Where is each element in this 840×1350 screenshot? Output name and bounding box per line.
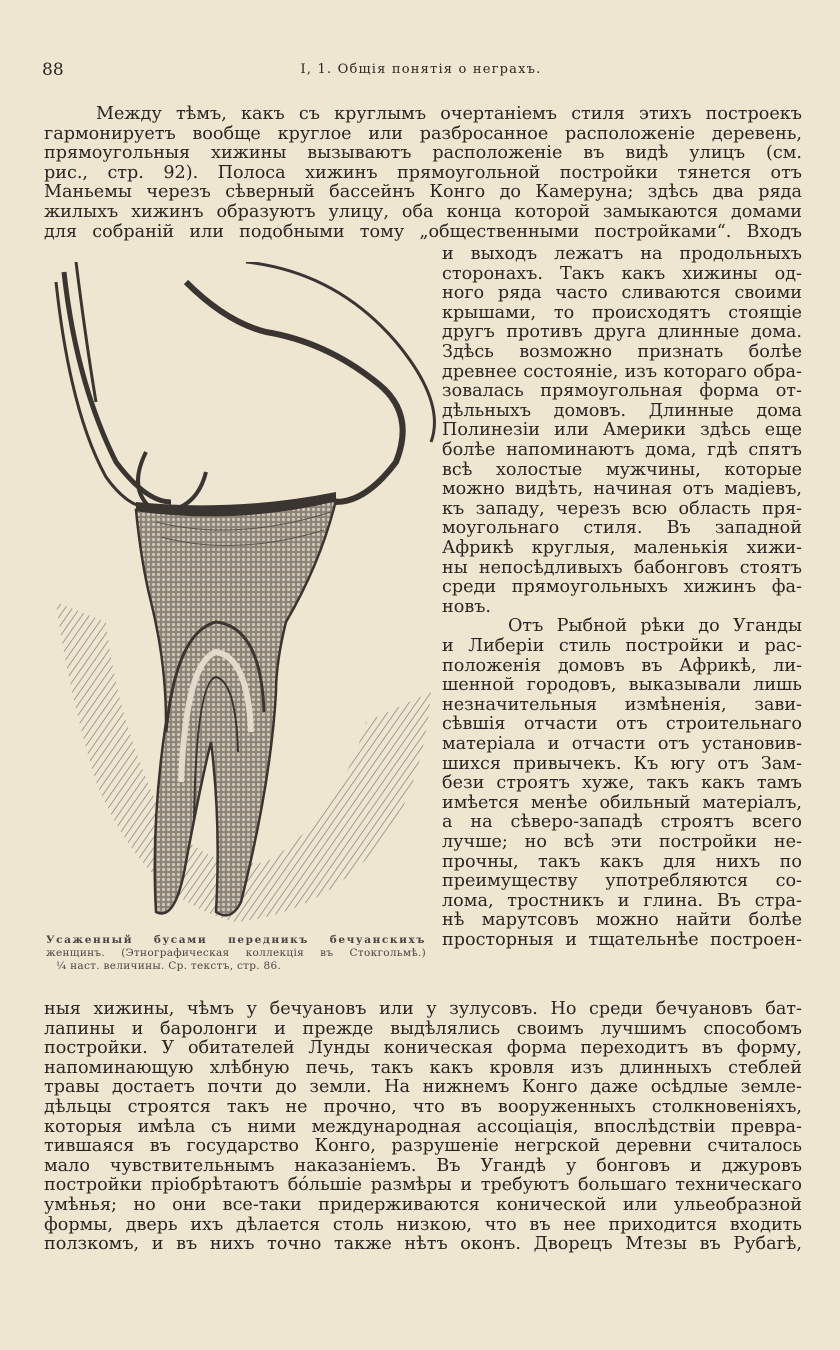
text-line: крышами, то происходятъ стоящіе — [442, 302, 802, 323]
beaded-apron-illustration — [36, 262, 436, 930]
text-line: можно видѣть, начиная отъ мадіевъ, — [442, 479, 802, 500]
text-line: моугольнаго стиля. Въ западной — [442, 518, 802, 539]
text-line: Африкѣ круглыя, маленькія хижи- — [442, 538, 802, 558]
text-line: и выходъ лежатъ на продольныхъ — [442, 244, 802, 264]
text-line: Здѣсь возможно признать болѣе — [442, 342, 802, 362]
text-line: рис., стр. 92). Полоса хижинъ прямоугольной постройки тянется отъ — [44, 162, 802, 183]
text-line: просторныя и тщательнѣе построен- — [442, 930, 802, 950]
text-line: матеріала и отчасти отъ установив- — [442, 734, 802, 754]
text-line: Между тѣмъ, какъ съ круглымъ очертаніемъ стиля этихъ построекъ — [96, 104, 802, 124]
text-line: преимуществу употребляются со- — [442, 871, 802, 892]
text-line: новъ. — [442, 596, 492, 617]
text-line: дѣльцы строятся такъ не прочно, что въ вооруженныхъ столкновеніяхъ, — [44, 1097, 802, 1117]
text-line: прочны, такъ какъ для нихъ по — [442, 851, 802, 872]
text-line: напоминающую хлѣбную печь, такъ какъ кровля изъ длинныхъ стеблей — [44, 1057, 802, 1078]
text-line: ныя хижины, чѣмъ у бечуановъ или у зулусовъ. Но среди бечуановъ бат- — [44, 999, 802, 1019]
text-line: тившаяся въ государство Конго, разрушеніе негрской деревни считалось — [44, 1136, 802, 1157]
text-line: Маньемы черезъ сѣверный бассейнъ Конго до Камеруна; здѣсь два ряда — [44, 182, 802, 203]
text-line: ползкомъ, и въ нихъ точно также нѣтъ оконъ. Дворецъ Мтезы въ Рубагѣ, — [44, 1234, 802, 1255]
text-line: травы достаетъ почти до земли. На нижнемъ Конго даже осѣдлые земле- — [44, 1077, 802, 1098]
text-line: зовалась прямоугольная форма от- — [442, 381, 802, 402]
text-line: и Либеріи стиль постройки и рас- — [442, 636, 802, 656]
text-line: умѣнья; но они все-таки придерживаются конической или ульеобразной — [44, 1195, 802, 1215]
text-line: прямоугольныя хижины вызываютъ расположеніе въ видѣ улицъ (см. — [44, 143, 802, 164]
text-line: мало чувствительнымъ наказаніемъ. Въ Угандѣ у бонговъ и джуровъ — [44, 1155, 802, 1176]
text-line: постройки. У обитателей Лунды коническая форма переходитъ въ форму, — [44, 1038, 802, 1059]
text-line: шихся привычекъ. Къ югу отъ Зам- — [442, 753, 802, 774]
text-line: а на сѣверо-западѣ строятъ всего — [442, 812, 802, 833]
text-line: шенной городовъ, выказывали лишь — [442, 675, 802, 696]
text-line: ного ряда часто сливаются своими — [442, 283, 802, 304]
text-line: Отъ Рыбной рѣки до Уганды — [508, 616, 802, 637]
figure-caption-line: Усаженный бусами передникъ бечуанскихъ — [46, 934, 426, 946]
text-line: сторонахъ. Такъ какъ хижины од- — [442, 263, 802, 284]
text-line: для собраній или подобными тому „общественными постройками“. Входъ — [44, 221, 802, 242]
text-line: постройки пріобрѣтаютъ бóльшіе размѣры и требуютъ большаго техническаго — [44, 1175, 802, 1196]
text-line: гармонируетъ вообще круглое или разбросанное расположеніе деревень, — [44, 123, 802, 144]
text-line: болѣе напоминаютъ дома, гдѣ спятъ — [442, 440, 802, 460]
text-line: формы, дверь ихъ дѣлается столь низкою, что въ нее приходится входить — [44, 1214, 802, 1235]
text-line: всѣ холостые мужчины, которые — [442, 459, 802, 480]
text-line: лапины и баролонги и прежде выдѣлялись своимъ лучшимъ способомъ — [44, 1018, 802, 1039]
text-line: лучше; но всѣ эти постройки не- — [442, 832, 802, 852]
text-line: среди прямоугольныхъ хижинъ фа- — [442, 577, 802, 598]
text-line: Полинезіи или Америки здѣсь еще — [442, 420, 802, 441]
text-line: лома, тростникъ и глина. Въ стра- — [442, 890, 802, 911]
text-line: дѣльныхъ домовъ. Длинные дома — [442, 400, 802, 421]
text-line: къ западу, черезъ всю область пря- — [442, 498, 802, 519]
text-line: которыя имѣла съ ними международная ассоціація, впослѣдствіи превра- — [44, 1116, 802, 1137]
text-line: ны непосѣдливыхъ бабонговъ стоятъ — [442, 557, 802, 578]
page-number: 88 — [42, 60, 64, 80]
text-line: нѣ марутсовъ можно найти болѣе — [442, 910, 802, 931]
text-line: положенія домовъ въ Африкѣ, ли- — [442, 655, 802, 676]
text-line: имѣется менѣе обильный матеріалъ, — [442, 792, 802, 813]
page-header — [42, 60, 800, 86]
text-line: древнее состояніе, изъ котораго обра- — [442, 361, 802, 382]
running-head: I, 1. Общія понятія о неграхъ. — [300, 62, 542, 77]
text-line: жилыхъ хижинъ образуютъ улицу, оба конца которой замыкаются домами — [44, 202, 802, 222]
text-line: незначительныя измѣненія, зави- — [442, 694, 802, 715]
text-line: другъ противъ друга длинные дома. — [442, 322, 802, 343]
text-line: бези строятъ хуже, такъ какъ тамъ — [442, 773, 802, 794]
text-line: сѣвшія отчасти отъ строительнаго — [442, 714, 802, 735]
figure-caption-line: женщинъ. (Этнографическая коллекція въ Стокгольмѣ.) — [46, 947, 426, 959]
figure-caption-line: ¼ наст. величины. Ср. текстъ, стр. 86. — [56, 960, 282, 972]
